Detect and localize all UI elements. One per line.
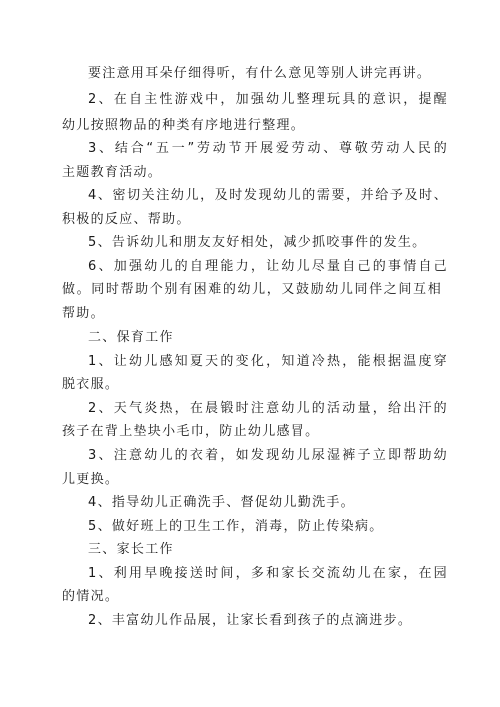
text-line: 3、注意幼儿的衣着，如发现幼儿尿湿裤子立即帮助幼 [88,448,448,463]
text-line: 4、密切关注幼儿，及时发现幼儿的需要，并给予及时、 [88,188,448,203]
text-line: 儿更换。 [62,472,120,487]
text-line: 1、利用早晚接送时间，多和家长交流幼儿在家，在园 [88,566,448,581]
text-line: 孩子在背上垫块小毛巾，防止幼儿感冒。 [62,424,320,439]
text-line: 4、指导幼儿正确洗手、督促幼儿勤洗手。 [88,495,355,510]
text-line: 6、加强幼儿的自理能力，让幼儿尽量自己的事情自己 [88,259,448,274]
text-line: 1、让幼儿感知夏天的变化，知道冷热，能根据温度穿 [88,354,448,369]
section-heading: 三、家长工作 [88,542,174,557]
text-line: 2、天气炎热，在晨锻时注意幼儿的活动量，给出汗的 [88,401,448,416]
section-heading: 二、保育工作 [88,330,174,345]
text-line: 积极的反应、帮助。 [62,212,191,227]
text-line: 2、在自主性游戏中，加强幼儿整理玩具的意识，提醒 [88,92,448,107]
text-line: 要注意用耳朵仔细得听，有什么意见等别人讲完再讲。 [88,66,432,81]
text-line: 脱衣服。 [62,377,120,392]
text-line: 5、做好班上的卫生工作，消毒，防止传染病。 [88,519,384,534]
text-line: 主题教育活动。 [62,165,163,180]
text-line: 3、结合“五一”劳动节开展爱劳动、尊敬劳动人民的 [88,141,448,156]
text-line: 做。同时帮助个别有困难的幼儿，又鼓励幼儿同伴之间互相 [62,282,442,297]
text-line: 5、告诉幼儿和朋友友好相处，减少抓咬事件的发生。 [88,235,427,250]
text-line: 的情况。 [62,589,120,604]
text-line: 幼儿按照物品的种类有序地进行整理。 [62,118,306,133]
text-line: 帮助。 [62,306,105,321]
text-line: 2、丰富幼儿作品展，让家长看到孩子的点滴进步。 [88,613,413,628]
